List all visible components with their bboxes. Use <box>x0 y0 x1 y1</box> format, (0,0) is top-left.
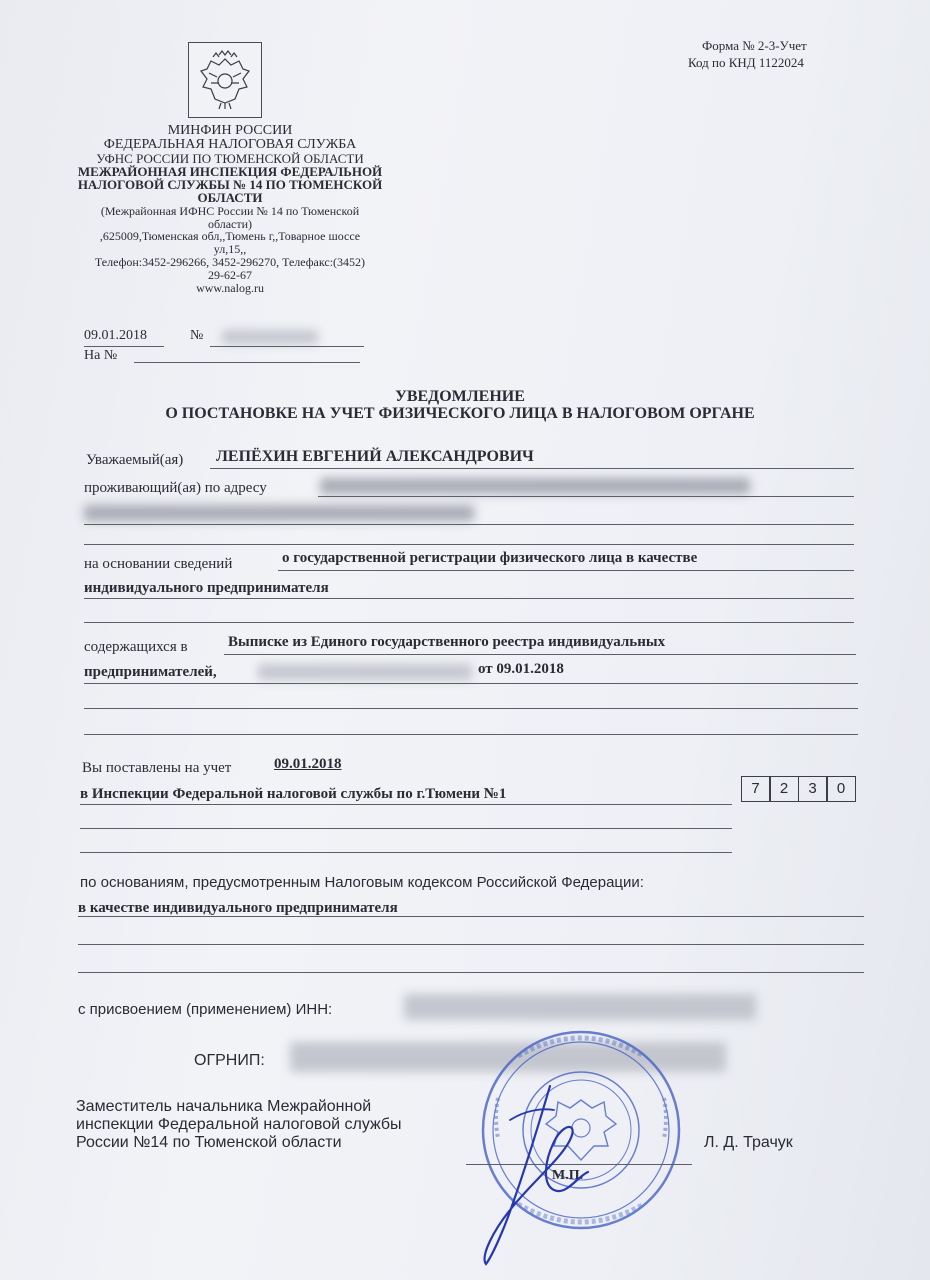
grounds-text: в качестве индивидуального предпринимателя <box>78 900 398 916</box>
signer-position-line2: инспекции Федеральной налоговой службы <box>76 1116 402 1133</box>
basis-text-line2: индивидуального предпринимателя <box>84 580 329 596</box>
redacted-registry-number <box>222 330 318 344</box>
basis-text-line1: о государственной регистрации физического лица в качестве <box>282 550 698 566</box>
issuer-phone-line2: 29-62-67 <box>208 268 252 282</box>
issuer-short-name-line1: (Межрайонная ИФНС России № 14 по Тюменской <box>100 204 360 218</box>
issuer-phone-line1: Телефон:3452-296266, 3452-296270, Телефакс:(3452) <box>94 255 366 269</box>
registration-label: Вы поставлены на учет <box>82 760 232 776</box>
handwritten-signature <box>470 1080 610 1270</box>
form-number: Форма № 2-3-Учет <box>702 38 807 53</box>
authority-code-digit: 2 <box>769 776 799 802</box>
redacted-address-line1 <box>320 478 750 494</box>
authority-code-digit: 0 <box>826 776 856 802</box>
reference-label: На № <box>84 348 118 363</box>
registry-date: 09.01.2018 <box>84 328 147 343</box>
source-date: от 09.01.2018 <box>478 661 564 677</box>
registry-number-label: № <box>190 328 204 343</box>
issuer-inspection-line2: НАЛОГОВОЙ СЛУЖБЫ № 14 ПО ТЮМЕНСКОЙ <box>77 177 383 192</box>
coat-of-arms-emblem-icon <box>188 42 262 118</box>
authority-code-digit: 7 <box>741 776 771 802</box>
basis-label: на основании сведений <box>84 556 233 572</box>
issuer-regional-office: УФНС РОССИИ ПО ТЮМЕНСКОЙ ОБЛАСТИ <box>96 151 364 166</box>
authority-code-digit: 3 <box>798 776 828 802</box>
issuer-address-line2: ул,15,, <box>213 242 247 256</box>
signer-position-line3: России №14 по Тюменской области <box>76 1134 342 1151</box>
source-text-line2: предпринимателей, <box>84 664 217 680</box>
recipient-name: ЛЕПЁХИН ЕВГЕНИЙ АЛЕКСАНДРОВИЧ <box>216 448 534 465</box>
grounds-label: по основаниям, предусмотренным Налоговым кодексом Российской Федерации: <box>80 874 644 891</box>
document-title: УВЕДОМЛЕНИЕ <box>395 388 525 405</box>
registration-date: 09.01.2018 <box>274 756 342 772</box>
issuer-ministry: МИНФИН РОССИИ <box>167 123 293 138</box>
redacted-record-number <box>258 664 472 680</box>
document-subtitle: О ПОСТАНОВКЕ НА УЧЕТ ФИЗИЧЕСКОГО ЛИЦА В НАЛОГОВОМ ОРГАНЕ <box>165 405 755 422</box>
issuer-address-line1: ,625009,Тюменская обл,,Тюмень г,,Товарное шоссе <box>99 229 361 243</box>
registration-authority: в Инспекции Федеральной налоговой службы по г.Тюмени №1 <box>80 786 507 802</box>
issuer-inspection-line3: ОБЛАСТИ <box>197 190 263 205</box>
address-label: проживающий(ая) по адресу <box>84 480 267 496</box>
issuer-inspection-line1: МЕЖРАЙОННАЯ ИНСПЕКЦИЯ ФЕДЕРАЛЬНОЙ <box>77 164 383 179</box>
issuer-website: www.nalog.ru <box>196 281 264 295</box>
signer-position-line1: Заместитель начальника Межрайонной <box>76 1098 372 1115</box>
knd-code: Код по КНД 1122024 <box>688 55 804 70</box>
authority-code-box <box>742 776 856 800</box>
salutation: Уважаемый(ая) <box>86 452 184 468</box>
source-text-line1: Выписке из Единого государственного реестра индивидуальных <box>228 634 666 650</box>
seal-label: М.П. <box>552 1168 584 1183</box>
redacted-address-line2 <box>84 505 474 521</box>
issuer-short-name-line2: области) <box>207 217 253 231</box>
inn-label: с присвоением (применением) ИНН: <box>78 1001 333 1018</box>
redacted-inn <box>404 994 756 1020</box>
issuer-service: ФЕДЕРАЛЬНАЯ НАЛОГОВАЯ СЛУЖБА <box>103 137 357 152</box>
signer-name: Л. Д. Трачук <box>704 1134 793 1151</box>
source-label: содержащихся в <box>84 639 188 655</box>
ogrnip-label: ОГРНИП: <box>194 1052 265 1069</box>
